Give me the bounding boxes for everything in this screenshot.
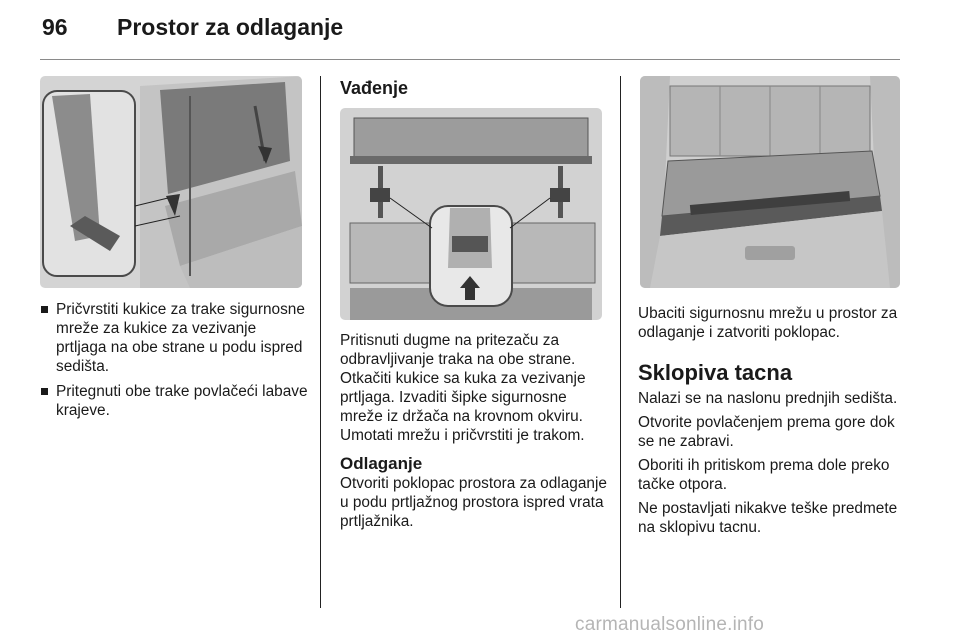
section-heading-storage: Odlaganje bbox=[340, 454, 423, 473]
storage-compartment-illustration bbox=[640, 76, 900, 288]
list-item: Pritegnuti obe trake povlačeći labave krajeve. bbox=[40, 382, 310, 420]
bullet-square-icon bbox=[41, 306, 48, 313]
storage-instructions: Otvoriti poklopac prostora za odlaganje u podu prtljažnog prostora ispred vrata prtljažnika. bbox=[340, 475, 607, 530]
net-removal-illustration bbox=[340, 108, 602, 320]
column-divider-right bbox=[620, 76, 621, 608]
paragraph: Ne postavljati nikakve teške predmete na sklopivu tacnu. bbox=[638, 500, 898, 536]
paragraph: Otvorite povlačenjem prema gore dok se ne zabravi. bbox=[638, 414, 895, 450]
page-title: Prostor za odlaganje bbox=[117, 14, 344, 40]
insert-net-instructions: Ubaciti sigurnosnu mrežu u prostor za odlaganje i zatvoriti poklopac. bbox=[638, 305, 898, 341]
header-divider bbox=[40, 59, 900, 60]
paragraph: Nalazi se na naslonu prednjih sedišta. bbox=[638, 390, 898, 407]
list-item: Pričvrstiti kukice za trake sigurnosne mreže za kukice za vezivanje prtljaga na obe strane u podu ispred sedišta. bbox=[40, 300, 310, 376]
column-divider-left bbox=[320, 76, 321, 608]
page-header bbox=[0, 0, 960, 62]
section-heading-removal: Vađenje bbox=[340, 78, 409, 98]
removal-instructions: Pritisnuti dugme na pritezaču za odbravljivanje traka na obe strane. Otkačiti kukice sa kuka za vezivanje prtljaga. Izvaditi šipke sigurnosne mreže iz držača na krovnom okviru. Umotati mrežu i pričvrstiti je trakom. bbox=[340, 332, 586, 444]
instruction-list bbox=[40, 300, 310, 426]
paragraph: Oboriti ih pritiskom prema dole preko tačke otpora. bbox=[638, 457, 890, 493]
page-number: 96 bbox=[42, 14, 68, 40]
safety-net-hooks-illustration bbox=[40, 76, 302, 288]
watermark: carmanualsonline.info bbox=[575, 614, 765, 635]
section-heading-folding-tray: Sklopiva tacna bbox=[638, 360, 793, 385]
bullet-square-icon bbox=[41, 388, 48, 395]
folding-tray-instructions bbox=[638, 389, 908, 542]
